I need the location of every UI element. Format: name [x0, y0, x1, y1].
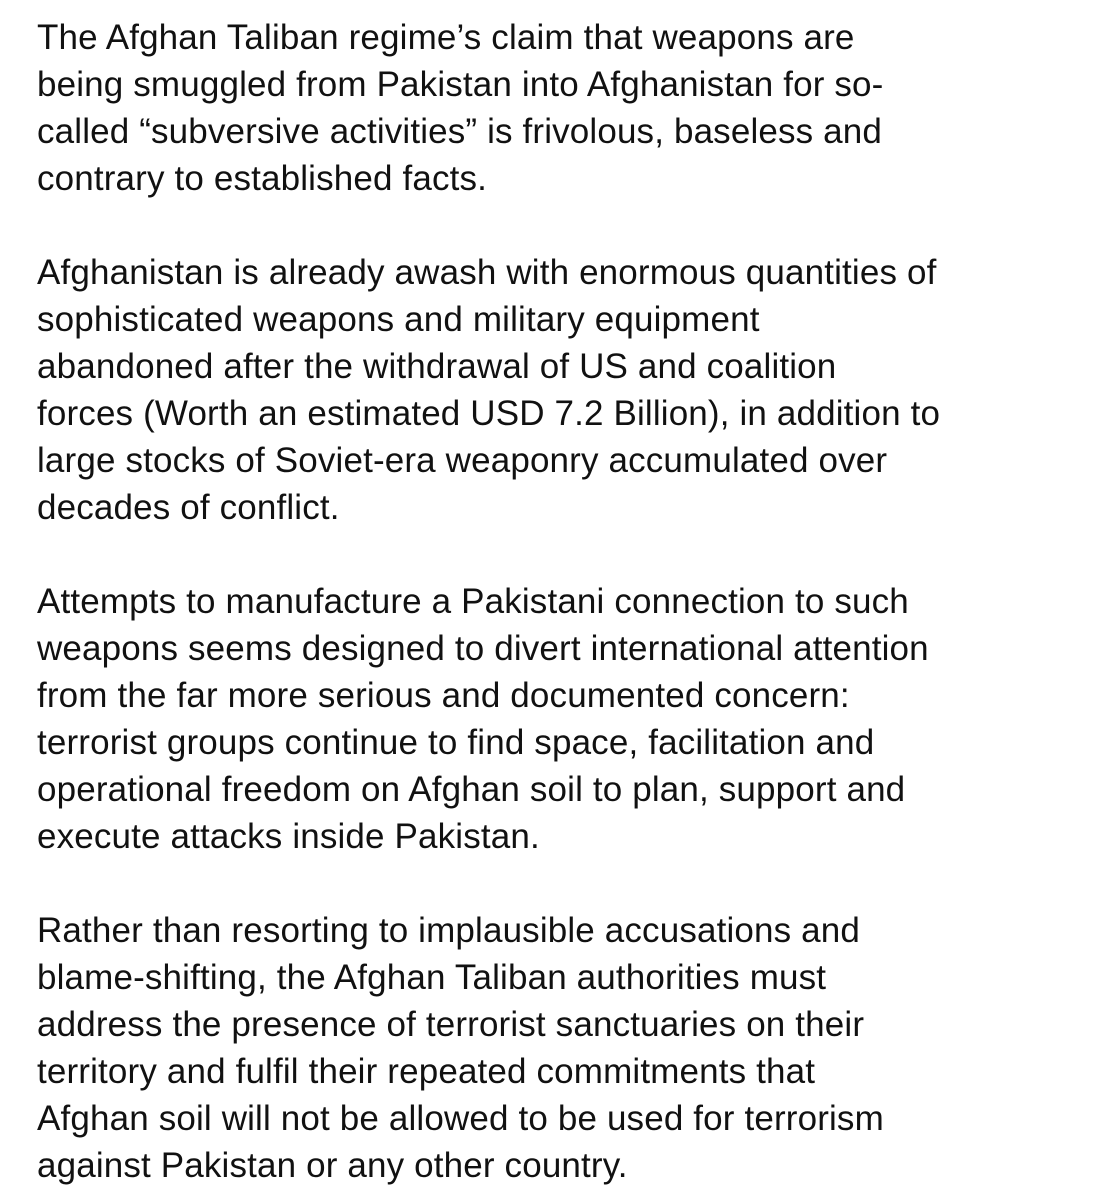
- paragraph-claim-rebuttal: [37, 14, 1077, 202]
- text-line: blame-shifting, the Afghan Taliban authorities must: [37, 958, 827, 997]
- text-line: abandoned after the withdrawal of US and coalition: [37, 347, 837, 386]
- paragraph-terrorist-groups: [37, 578, 1077, 860]
- text-line: from the far more serious and documented concern:: [37, 676, 850, 715]
- text-line: forces (Worth an estimated USD 7.2 Billion), in addition to: [37, 394, 941, 433]
- text-line: territory and fulfil their repeated commitments that: [37, 1052, 816, 1091]
- text-line: against Pakistan or any other country.: [37, 1146, 628, 1185]
- text-line: being smuggled from Pakistan into Afghanistan for so-: [37, 65, 884, 104]
- text-line: large stocks of Soviet-era weaponry accumulated over: [37, 441, 888, 480]
- text-line: The Afghan Taliban regime’s claim that weapons are: [37, 18, 855, 57]
- paragraph-abandoned-weapons: [37, 249, 1077, 531]
- text-line: operational freedom on Afghan soil to plan, support and: [37, 770, 906, 809]
- text-line: Rather than resorting to implausible accusations and: [37, 911, 860, 950]
- statement-text: [37, 14, 1077, 1189]
- text-line: called “subversive activities” is frivolous, baseless and: [37, 112, 883, 151]
- text-line: Afghanistan is already awash with enormous quantities of: [37, 253, 937, 292]
- text-line: weapons seems designed to divert international attention: [37, 629, 929, 668]
- text-line: contrary to established facts.: [37, 159, 487, 198]
- paragraph-commitments: [37, 907, 1077, 1189]
- text-line: execute attacks inside Pakistan.: [37, 817, 540, 856]
- text-line: terrorist groups continue to find space, facilitation and: [37, 723, 875, 762]
- text-line: decades of conflict.: [37, 488, 340, 527]
- text-line: sophisticated weapons and military equipment: [37, 300, 760, 339]
- text-line: address the presence of terrorist sanctuaries on their: [37, 1005, 865, 1044]
- text-line: Afghan soil will not be allowed to be used for terrorism: [37, 1099, 884, 1138]
- text-line: Attempts to manufacture a Pakistani connection to such: [37, 582, 909, 621]
